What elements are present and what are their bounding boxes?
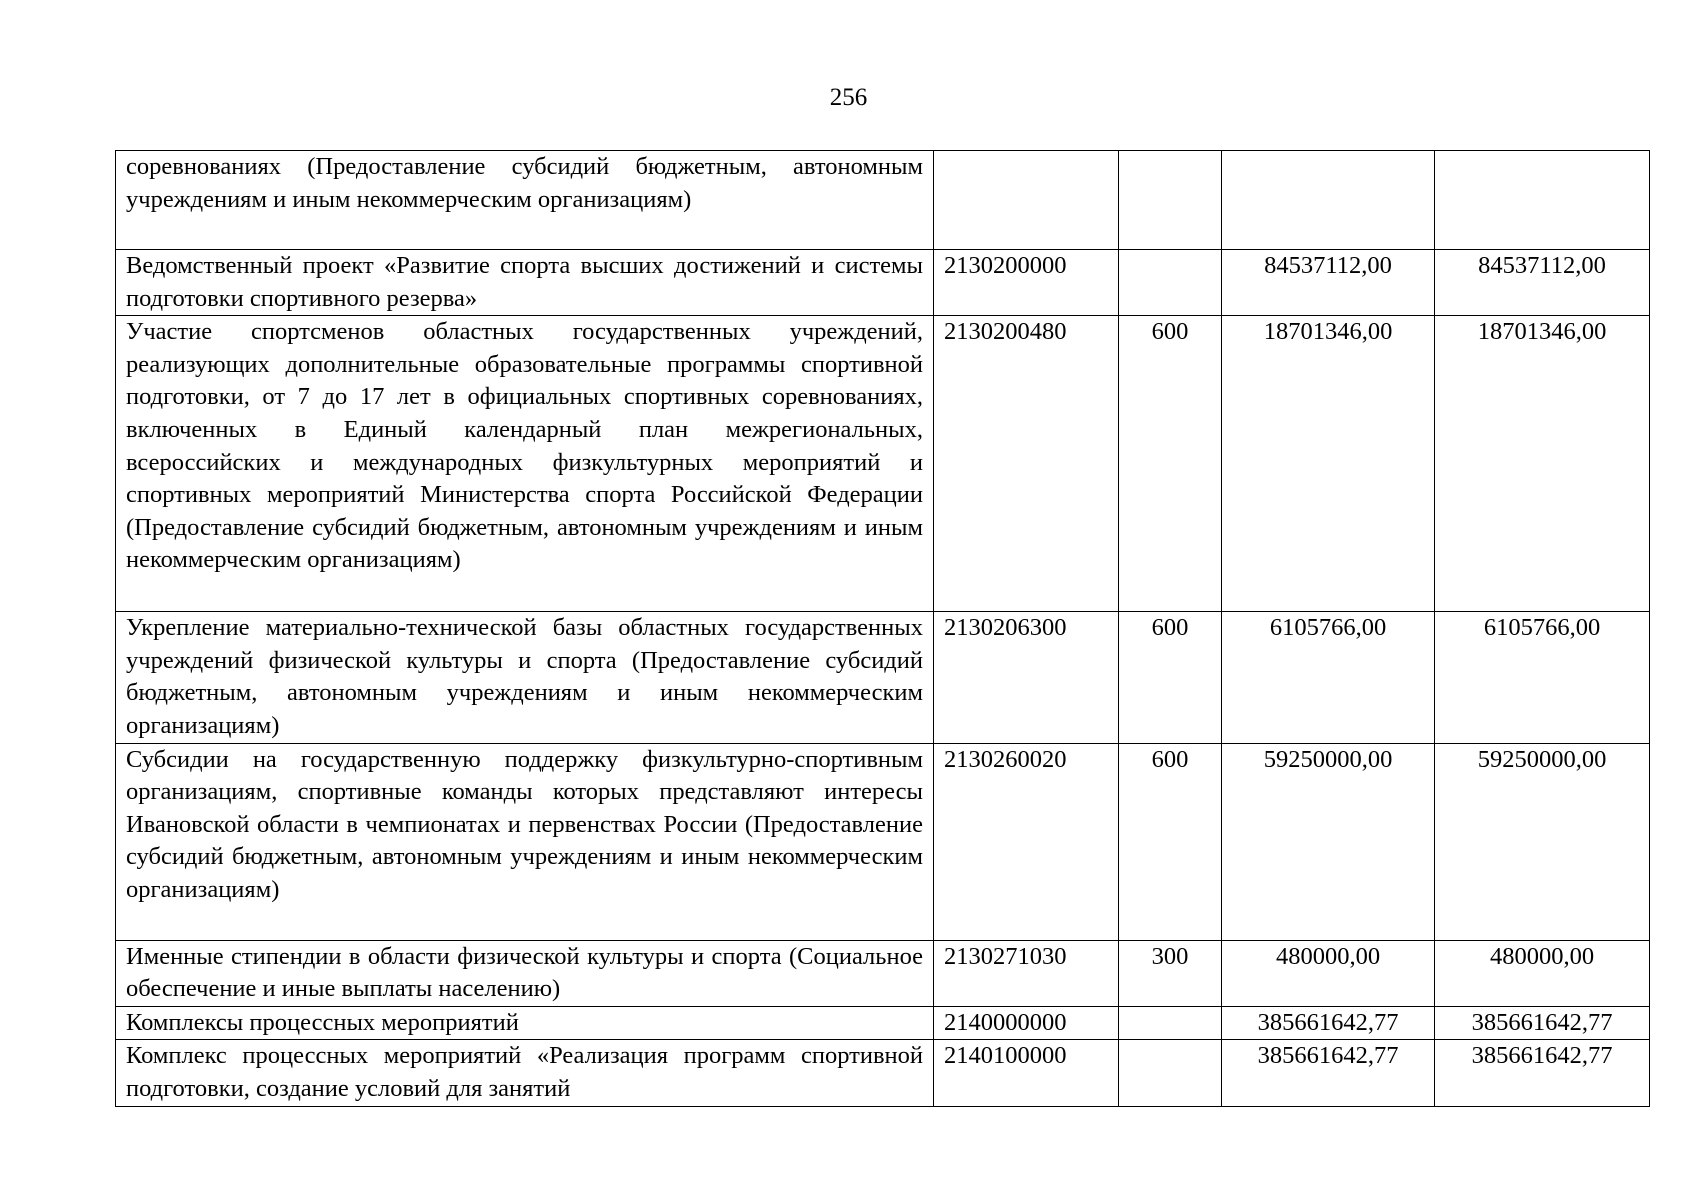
expense-name-cell (116, 250, 934, 316)
target-code-cell: 2140100000 (934, 1040, 1119, 1106)
table-row (116, 1006, 1650, 1040)
expense-name: Субсидии на государственную поддержку физкультурно-спортивным организациям, спортивные команды которых представляют интересы Ивановской области в чемпионатах и первенствах России (Предоставление субсидий бюджетным, автономным учреждениям и иным некоммерческим организациям) (126, 745, 923, 903)
expense-type-cell (1119, 250, 1222, 316)
expense-name: Комплексы процессных мероприятий (126, 1008, 519, 1036)
target-code-cell: 2140000000 (934, 1006, 1119, 1040)
expense-name: Именные стипендии в области физической культуры и спорта (Социальное обеспечение и иные выплаты населению) (126, 942, 923, 1003)
amount-year2-cell: 385661642,77 (1435, 1006, 1650, 1040)
expense-type-cell: 600 (1119, 612, 1222, 743)
expense-name-cell (116, 940, 934, 1006)
expense-type-cell: 600 (1119, 743, 1222, 940)
target-code-cell: 2130260020 (934, 743, 1119, 940)
expense-name: Комплекс процессных мероприятий «Реализация программ спортивной подготовки, создание условий для занятий (126, 1042, 923, 1102)
target-code-cell: 2130200000 (934, 250, 1119, 316)
budget-table (115, 150, 1650, 1107)
target-code-cell (934, 151, 1119, 250)
expense-type-cell: 300 (1119, 940, 1222, 1006)
table-row (116, 316, 1650, 612)
target-code-cell: 2130200480 (934, 316, 1119, 612)
amount-year2-cell: 385661642,77 (1435, 1040, 1650, 1106)
table-row (116, 151, 1650, 250)
expense-name: Ведомственный проект «Развитие спорта высших достижений и системы подготовки спортивного резерва» (126, 252, 923, 312)
amount-year2-cell: 18701346,00 (1435, 316, 1650, 612)
table-row (116, 940, 1650, 1006)
expense-name: Укрепление материально-технической базы областных государственных учреждений физической культуры и спорта (Предоставление субсидий бюджетным, автономным учреждениям и иным некоммерческим организациям) (126, 614, 923, 739)
amount-year1-cell: 84537112,00 (1222, 250, 1435, 316)
expense-type-cell (1119, 151, 1222, 250)
table-row (116, 1040, 1650, 1106)
table-row (116, 250, 1650, 316)
expense-type-cell (1119, 1006, 1222, 1040)
expense-name-cell (116, 151, 934, 250)
expense-type-cell (1119, 1040, 1222, 1106)
page-number: 256 (829, 84, 868, 111)
expense-name-cell (116, 316, 934, 612)
table-row (116, 612, 1650, 743)
amount-year1-cell: 18701346,00 (1222, 316, 1435, 612)
amount-year1-cell: 59250000,00 (1222, 743, 1435, 940)
expense-name-cell (116, 1006, 934, 1040)
amount-year1-cell: 6105766,00 (1222, 612, 1435, 743)
expense-name-cell (116, 1040, 934, 1106)
expense-name: Участие спортсменов областных государственных учреждений, реализующих дополнительные образовательные программы спортивной подготовки, от 7 до 17 лет в официальных спортивных соревнованиях, включенных в Единый календарный план межрегиональных, всероссийских и международных физкультурных мероприятий и спортивных мероприятий Министерства спорта Российской Федерации (Предоставление субсидий бюджетным, автономным учреждениям и иным некоммерческим организациям) (126, 318, 923, 574)
expense-name: соревнованиях (Предоставление субсидий бюджетным, автономным учреждениям и иным некоммерческим организациям) (126, 153, 923, 213)
amount-year2-cell: 480000,00 (1435, 940, 1650, 1006)
expense-name-cell (116, 612, 934, 743)
amount-year1-cell (1222, 151, 1435, 250)
amount-year1-cell: 385661642,77 (1222, 1040, 1435, 1106)
target-code-cell: 2130206300 (934, 612, 1119, 743)
amount-year1-cell: 385661642,77 (1222, 1006, 1435, 1040)
table-row (116, 743, 1650, 940)
amount-year2-cell: 59250000,00 (1435, 743, 1650, 940)
amount-year2-cell (1435, 151, 1650, 250)
target-code-cell: 2130271030 (934, 940, 1119, 1006)
expense-type-cell: 600 (1119, 316, 1222, 612)
expense-name-cell (116, 743, 934, 940)
amount-year1-cell: 480000,00 (1222, 940, 1435, 1006)
amount-year2-cell: 84537112,00 (1435, 250, 1650, 316)
amount-year2-cell: 6105766,00 (1435, 612, 1650, 743)
